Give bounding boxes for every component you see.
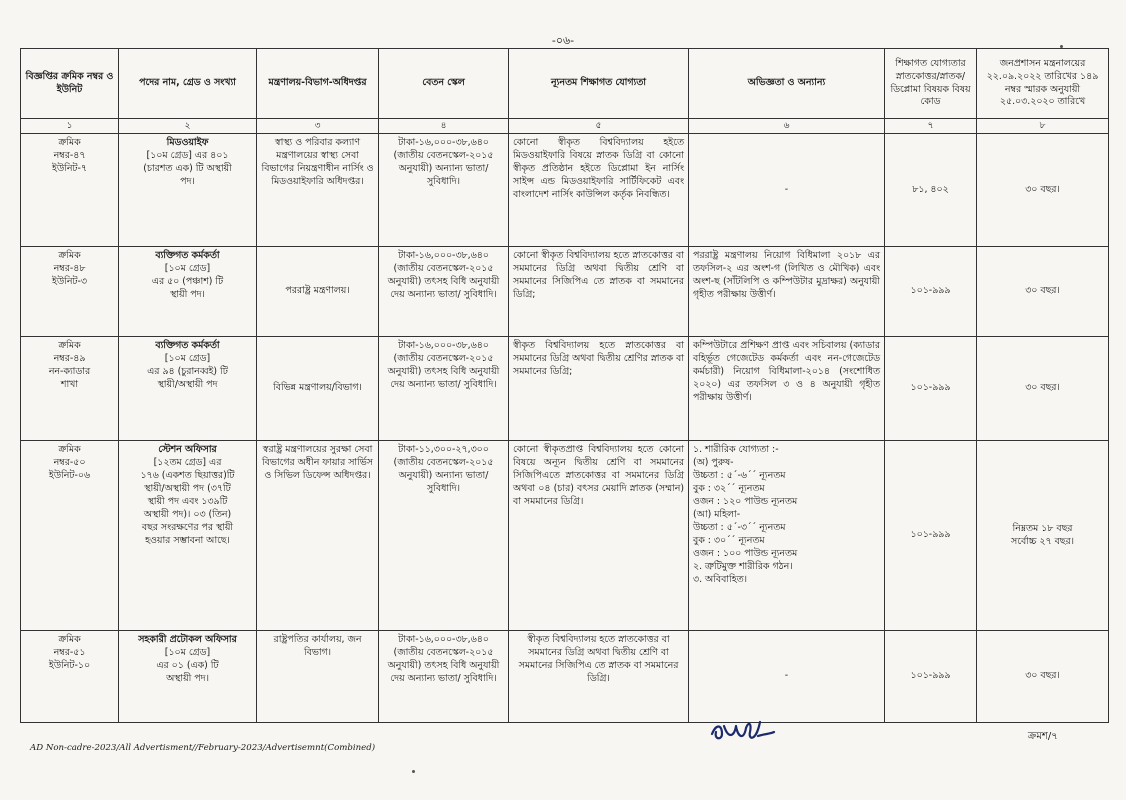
serial-cell [21, 631, 119, 723]
education-cell: স্বীকৃত বিশ্ববিদ্যালয় হতে স্নাতকোত্তর বা সমমানের ডিগ্রি অথবা দ্বিতীয় শ্রেণির স্নাতক বা সমমানের ডিগ্রি; [509, 337, 689, 441]
table-row [21, 441, 1109, 631]
age-cell [977, 247, 1109, 337]
serial-line: ক্রমিক [58, 340, 81, 352]
post-line: [১০ম গ্রেড] [164, 263, 211, 275]
header-row [21, 49, 1109, 119]
post-line: স্থায়ী/অস্থায়ী পদ [157, 379, 218, 391]
serial-line: ক্রমিক [58, 634, 81, 646]
serial-line: নম্বর-৪৮ [53, 263, 86, 275]
subject-code-cell: ১০১-৯৯৯ [885, 337, 977, 441]
post-line: স্থায়ী/অস্থায়ী পদ (৩৭টি [144, 483, 231, 495]
experience-line: উচ্চতা : ৫´-৬´´ ন্যূনতম [693, 470, 786, 482]
scan-speck-icon [412, 770, 415, 773]
post-title: ব্যক্তিগত কর্মকর্তা [155, 250, 220, 262]
page-number: -০৬- [551, 34, 575, 47]
column-number: ৩ [257, 119, 379, 134]
ministry-cell: রাষ্ট্রপতির কার্যালয়, জন বিভাগ। [257, 631, 379, 723]
age-cell [977, 134, 1109, 247]
serial-line: শাখা [60, 379, 79, 391]
subject-code-cell: ১০১-৯৯৯ [885, 441, 977, 631]
age-cell [977, 631, 1109, 723]
experience-cell [689, 134, 885, 247]
post-line: হওয়ার সম্ভাবনা আছে। [145, 535, 230, 547]
experience-line: কম্পিউটারে প্রশিক্ষণ প্রাপ্ত এবং সচিবালয় (ক্যাডার বহির্ভূত গেজেটেড কর্মকর্তা এবং নন-গেজেটেড কর্মচারী) নিয়োগ বিধিমালা-২০১৪ (সংশোধিত ২০২০) এর তফসিল ৩ ও ৪ অনুযায়ী গৃহীত পরীক্ষায় উত্তীর্ণ। [693, 340, 880, 404]
pay-scale-cell: টাকা-১৬,০০০-৩৮,৬৪০ (জাতীয় বেতনস্কেল-২০১৫ অনুযায়ী) তৎসহ বিধি অনুযায়ী দেয় অন্যান্য ভাতা/ সুবিধাদি। [379, 337, 509, 441]
recruitment-table [20, 48, 1109, 723]
signature-icon [708, 712, 778, 746]
experience-cell [689, 247, 885, 337]
experience-line: (অ) পুরুষ- [693, 457, 734, 469]
experience-cell [689, 631, 885, 723]
experience-cell [689, 441, 885, 631]
post-cell [119, 134, 257, 247]
subject-code-cell: ৮১, ৪০২ [885, 134, 977, 247]
post-line: (চারশত এক) টি অস্থায়ী [143, 163, 232, 175]
serial-cell [21, 134, 119, 247]
post-title: স্টেশন অফিসার [158, 444, 217, 456]
post-cell [119, 631, 257, 723]
experience-line: - [784, 183, 789, 195]
post-line: এর ০১ (এক) টি [156, 660, 219, 672]
header-serial: বিজ্ঞপ্তির ক্রমিক নম্বর ও ইউনিট [21, 49, 119, 119]
pay-scale-cell: টাকা-১১,৩০০-২৭,৩০০ (জাতীয় বেতনস্কেল-২০১৫ অনুযায়ী) অন্যান্য ভাতা/ সুবিধাদি। [379, 441, 509, 631]
ministry-cell: বিভিন্ন মন্ত্রণালয়/বিভাগ। [257, 337, 379, 441]
serial-cell [21, 337, 119, 441]
post-title: মিডওয়াইফ [166, 137, 209, 149]
experience-line: ওজন : ১২০ পাউন্ড ন্যূনতম [693, 496, 798, 508]
age-cell [977, 337, 1109, 441]
serial-line: নম্বর-৫১ [53, 647, 86, 659]
ministry-cell: স্বাস্থ্য ও পরিবার কল্যাণ মন্ত্রণালয়ের স্বাস্থ্য সেবা বিভাগের নিয়ন্ত্রণাধীন নার্সিং ও মিডওয়াইফারি অধিদপ্তর। [257, 134, 379, 247]
education-cell: কোনো স্বীকৃত বিশ্ববিদ্যালয় হইতে মিডওয়াইফারি বিষয়ে স্নাতক ডিগ্রি বা কোনো স্বীকৃত প্রতিষ্ঠান হইতে ডিপ্লোমা ইন নার্সিং সাইন্স এন্ড মিডওয়াইফারি সার্টিফিকেট এবং বাংলাদেশ নার্সিং কাউন্সিল কর্তৃক নিবন্ধিত। [509, 134, 689, 247]
table-row [21, 631, 1109, 723]
column-number: ৫ [509, 119, 689, 134]
ministry-cell: স্বরাষ্ট্র মন্ত্রণালয়ের সুরক্ষা সেবা বিভাগের অধীন ফায়ার সার্ভিস ও সিভিল ডিফেন্স অধিদপ্তর। [257, 441, 379, 631]
header-subject-code: শিক্ষাগত যোগ্যতার স্নাতকোত্তর/স্নাতক/ ডিপ্লোমা বিষয়ক বিষয় কোড [885, 49, 977, 119]
post-title: সহকারী প্রটোকল অফিসার [138, 634, 237, 646]
column-number-row [21, 119, 1109, 134]
post-line: বছর সংরক্ষণের পর স্থায়ী [141, 522, 234, 534]
post-line: অস্থায়ী পদ)। ০৩ (তিন) [143, 509, 232, 521]
education-cell: কোনো স্বীকৃতপ্রাপ্ত বিশ্ববিদ্যালয় হতে কোনো বিষয়ে অন্যূন দ্বিতীয় শ্রেণি বা সমমানের সিজিপিএতে স্নাতকোত্তর বা সমমানের ডিগ্রি অথবা ০৪ (চার) বৎসর মেয়াদি স্নাতক (সম্মান) বা সমমানের ডিগ্রি। [509, 441, 689, 631]
post-line: স্থায়ী পদ এবং ১৩৯টি [147, 496, 228, 508]
serial-cell [21, 441, 119, 631]
subject-code-cell: ১০১-৯৯৯ [885, 631, 977, 723]
post-line: এর ৯৪ (চুরানব্বই) টি [147, 366, 228, 378]
experience-line: - [784, 670, 789, 682]
post-line: পদ। [180, 176, 195, 188]
post-line: অস্থায়ী পদ। [166, 673, 209, 685]
table-row [21, 247, 1109, 337]
post-line: [১০ম গ্রেড] এর ৪০১ [146, 150, 229, 162]
post-line: [১২তম গ্রেড] এর [153, 457, 222, 469]
education-cell: কোনো স্বীকৃত বিশ্ববিদ্যালয় হতে স্নাতকোত্তর বা সমমানের ডিগ্রি অথবা দ্বিতীয় শ্রেণি বা সমমানের সিজিপিএ তে স্নাতক বা সমমানের ডিগ্রি; [509, 247, 689, 337]
experience-line: বুক : ৩২´´ ন্যূনতম [693, 483, 765, 495]
post-cell [119, 247, 257, 337]
experience-line: ২. ত্রুটিমুক্ত শারীরিক গঠন। [693, 561, 793, 573]
post-line: [১০ম গ্রেড] [164, 647, 211, 659]
pay-scale-cell: টাকা-১৬,০০০-৩৮,৬৪০ (জাতীয় বেতনস্কেল-২০১৫ অনুযায়ী) অন্যান্য ভাতা/ সুবিধাদি। [379, 134, 509, 247]
experience-line: বুক : ৩০´´ ন্যূনতম [693, 535, 765, 547]
post-line: এর ৫০ (পঞ্চাশ) টি [151, 276, 224, 288]
age-line: ৩০ বছর। [1025, 285, 1060, 297]
header-pay-scale: বেতন স্কেল [379, 49, 509, 119]
experience-line: পররাষ্ট্র মন্ত্রণালয় নিয়োগ বিধিমালা ২০১৮ এর তফসিল-২ এর অংশ-গ (লিখিত ও মৌখিক) এবং অংশ-ছ (সাঁটলিপি ও কম্পিউটার মুদ্রাক্ষর) অনুযায়ী গৃহীত পরীক্ষায় উত্তীর্ণ। [693, 250, 880, 301]
header-experience: অভিজ্ঞতা ও অন্যান্য [689, 49, 885, 119]
post-cell [119, 441, 257, 631]
column-number: ৮ [977, 119, 1109, 134]
serial-line: ক্রমিক [58, 444, 81, 456]
header-education: ন্যূনতম শিক্ষাগত যোগ্যতা [509, 49, 689, 119]
experience-line: ৩. অবিবাহিত। [693, 574, 748, 586]
age-line: ৩০ বছর। [1025, 183, 1060, 195]
post-cell [119, 337, 257, 441]
ministry-cell: পররাষ্ট্র মন্ত্রণালয়। [257, 247, 379, 337]
column-number: ২ [119, 119, 257, 134]
continued-note: ক্রমশ/৭ [1028, 731, 1058, 742]
column-number: ৭ [885, 119, 977, 134]
serial-line: ইউনিট-৭ [51, 163, 88, 175]
experience-line: ওজন : ১০০ পাউন্ড ন্যূনতম [693, 548, 798, 560]
scan-speck-icon [1060, 45, 1063, 48]
file-path-footer: AD Non-cadre-2023/All Advertisment//February-2023/Advertisemnt(Combined) [30, 743, 376, 753]
pay-scale-cell: টাকা-১৬,০০০-৩৮,৬৪০ (জাতীয় বেতনস্কেল-২০১৫ অনুযায়ী) তৎসহ বিধি অনুযায়ী দেয় অন্যান্য ভাতা/ সুবিধাদি। [379, 631, 509, 723]
column-number: ৪ [379, 119, 509, 134]
serial-line: ইউনিট-১০ [48, 660, 91, 672]
subject-code-cell: ১০১-৯৯৯ [885, 247, 977, 337]
table-row [21, 134, 1109, 247]
serial-line: ইউনিট-৩ [51, 276, 88, 288]
serial-cell [21, 247, 119, 337]
experience-line: উচ্চতা : ৫´-৩´´ ন্যূনতম [693, 522, 786, 534]
serial-line: ক্রমিক [58, 250, 81, 262]
experience-cell [689, 337, 885, 441]
post-line: [১০ম গ্রেড] [164, 353, 211, 365]
serial-line: ইউনিট-০৬ [48, 470, 91, 482]
header-post: পদের নাম, গ্রেড ও সংখ্যা [119, 49, 257, 119]
age-line: সর্বোচ্চ ২৭ বছর। [1011, 535, 1074, 547]
post-line: ১৭৬ (একশত ছিয়াত্তর)টি [140, 470, 235, 482]
serial-line: নম্বর-৪৭ [53, 150, 86, 162]
experience-line: (আ) মহিলা- [693, 509, 741, 521]
column-number: ৬ [689, 119, 885, 134]
table-row [21, 337, 1109, 441]
pay-scale-cell: টাকা-১৬,০০০-৩৮,৬৪০ (জাতীয় বেতনস্কেল-২০১৫ অনুযায়ী) তৎসহ বিধি অনুযায়ী দেয় অন্যান্য ভাতা/ সুবিধাদি। [379, 247, 509, 337]
serial-line: নম্বর-৫০ [53, 457, 86, 469]
header-ministry: মন্ত্রণালয়-বিভাগ-অধিদপ্তর [257, 49, 379, 119]
experience-line: ১. শারীরিক যোগ্যতা :- [693, 444, 779, 456]
column-number: ১ [21, 119, 119, 134]
post-title: ব্যক্তিগত কর্মকর্তা [155, 340, 220, 352]
age-line: নিম্নতম ১৮ বছর [1012, 522, 1073, 534]
education-cell: স্বীকৃত বিশ্ববিদ্যালয় হতে স্নাতকোত্তর বা সমমানের ডিগ্রি অথবা দ্বিতীয় শ্রেণি বা সমমানের সিজিপিএ তে স্নাতক বা সমমানের ডিগ্রি। [509, 631, 689, 723]
age-line: ৩০ বছর। [1025, 670, 1060, 682]
serial-line: নন-ক্যাডার [48, 366, 91, 378]
header-age: জনপ্রশাসন মন্ত্রনালয়ের ২২.০৯.২০২২ তারিখের ১৪৯ নম্বর স্মারক অনুযায়ী ২৫.০৩.২০২০ তারিখে [977, 49, 1109, 119]
age-line: ৩০ বছর। [1025, 382, 1060, 394]
age-cell [977, 441, 1109, 631]
serial-line: ক্রমিক [58, 137, 81, 149]
post-line: স্থায়ী পদ। [170, 289, 205, 301]
serial-line: নম্বর-৪৯ [53, 353, 86, 365]
